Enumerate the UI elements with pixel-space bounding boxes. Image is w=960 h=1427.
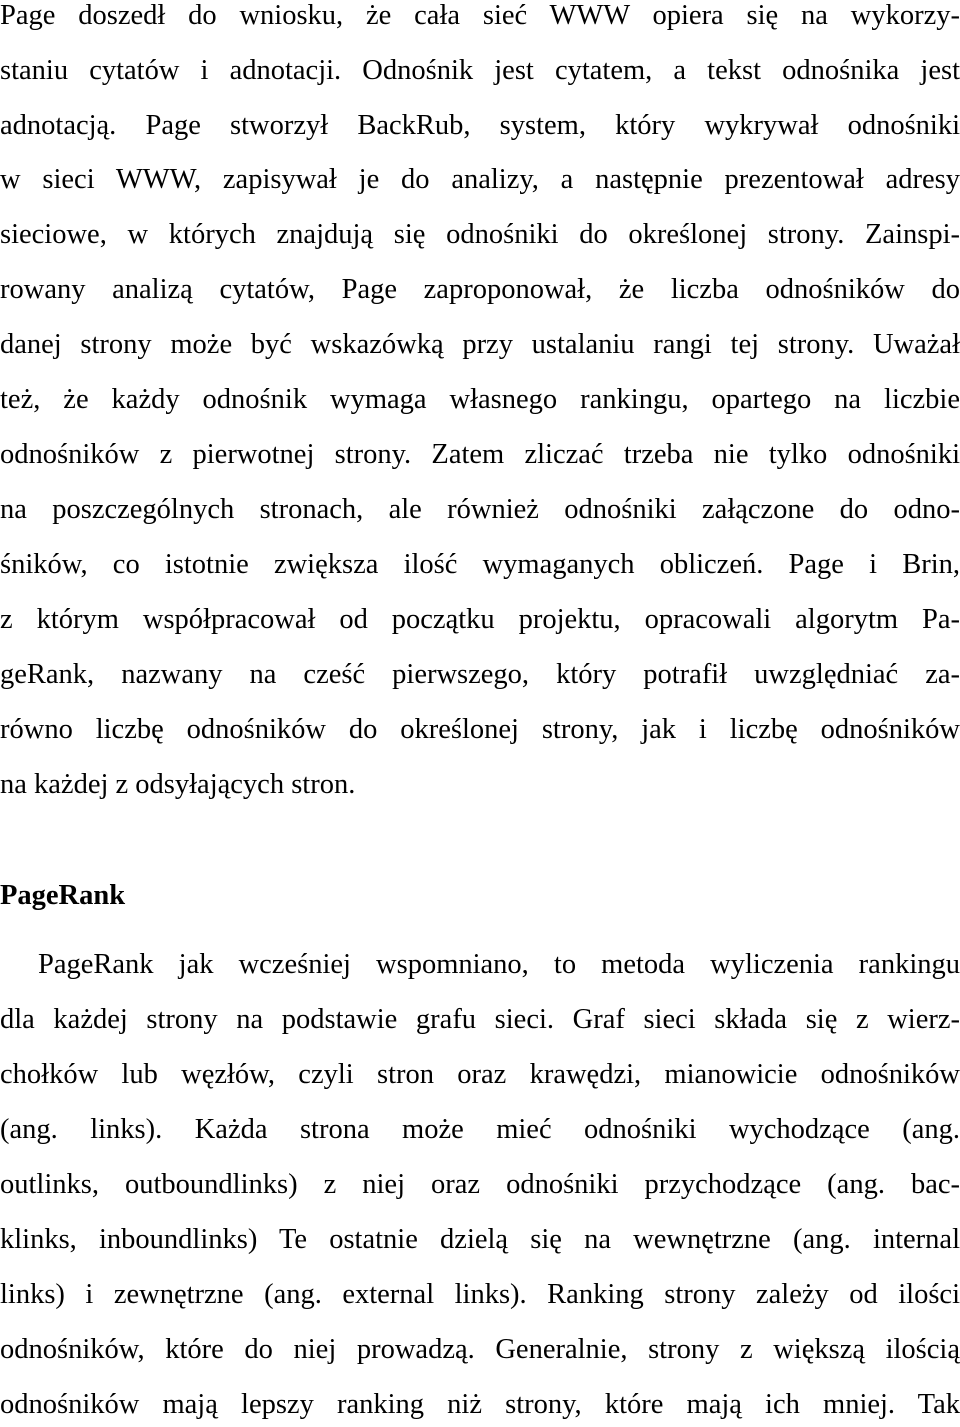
- paragraph-line: odnośników mają lepszy ranking niż strony, które mają ich mniej. Tak: [0, 1389, 960, 1420]
- paragraph-line: odnośników, które do niej prowadzą. Generalnie, strony z większą ilością: [0, 1334, 960, 1365]
- paragraph-line: sieciowe, w których znajdują się odnośniki do określonej strony. Zainspi-: [0, 219, 960, 250]
- paragraph-line: danej strony może być wskazówką przy ustalaniu rangi tej strony. Uważał: [0, 329, 960, 360]
- paragraph-line: rowany analizą cytatów, Page zaproponował, że liczba odnośników do: [0, 274, 960, 305]
- paragraph-line: odnośników z pierwotnej strony. Zatem zliczać trzeba nie tylko odnośniki: [0, 439, 960, 470]
- paragraph-line: dla każdej strony na podstawie grafu sieci. Graf sieci składa się z wierz-: [0, 1004, 960, 1035]
- paragraph-line: też, że każdy odnośnik wymaga własnego rankingu, opartego na liczbie: [0, 384, 960, 415]
- paragraph-line: śników, co istotnie zwiększa ilość wymaganych obliczeń. Page i Brin,: [0, 549, 960, 580]
- paragraph-line: równo liczbę odnośników do określonej strony, jak i liczbę odnośników: [0, 714, 960, 745]
- paragraph-line: PageRank jak wcześniej wspomniano, to metoda wyliczenia rankingu: [38, 949, 960, 980]
- paragraph-line: chołków lub węzłów, czyli stron oraz krawędzi, mianowicie odnośników: [0, 1059, 960, 1090]
- paragraph-line: geRank, nazwany na cześć pierwszego, który potrafił uwzględniać za-: [0, 659, 960, 690]
- paragraph-line: na poszczególnych stronach, ale również odnośniki załączone do odno-: [0, 494, 960, 525]
- paragraph-line: Page doszedł do wniosku, że cała sieć WWW opiera się na wykorzy-: [0, 0, 960, 31]
- paragraph-line: outlinks, outboundlinks) z niej oraz odnośniki przychodzące (ang. bac-: [0, 1169, 960, 1200]
- paragraph-line: na każdej z odsyłających stron.: [0, 769, 356, 800]
- paragraph-line: links) i zewnętrzne (ang. external links). Ranking strony zależy od ilości: [0, 1279, 960, 1310]
- paragraph-line: w sieci WWW, zapisywał je do analizy, a następnie prezentował adresy: [0, 164, 960, 195]
- section-heading: PageRank: [0, 880, 126, 911]
- paragraph-line: adnotacją. Page stworzył BackRub, system, który wykrywał odnośniki: [0, 110, 960, 141]
- paragraph-line: staniu cytatów i adnotacji. Odnośnik jest cytatem, a tekst odnośnika jest: [0, 55, 960, 86]
- paragraph-line: klinks, inboundlinks) Te ostatnie dzielą się na wewnętrzne (ang. internal: [0, 1224, 960, 1255]
- paragraph-line: (ang. links). Każda strona może mieć odnośniki wychodzące (ang.: [0, 1114, 960, 1145]
- paragraph-line: z którym współpracował od początku projektu, opracowali algorytm Pa-: [0, 604, 960, 635]
